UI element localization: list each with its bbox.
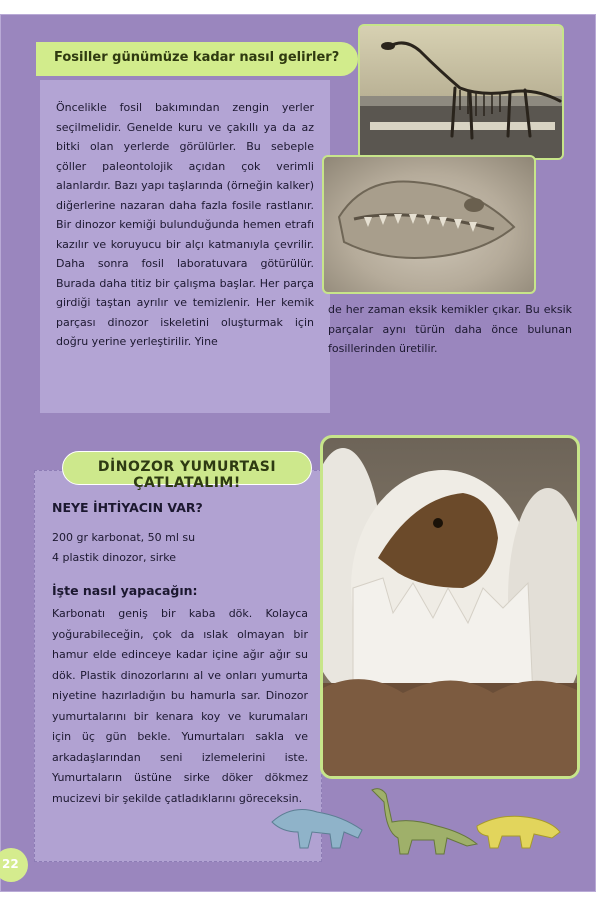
activity-header-banner: [62, 451, 312, 491]
fossil-paragraph-left: Öncelikle fosil bakımından zengin yerler seçilmelidir. Genelde kuru ve çakıllı ya da az bitki olan yerlerde görülürler. Bu sebeple çöller paleontolojik açıdan çok verimli alanlardır. Bazı yapı taşlarında (örneğin kalker) diğerlerine nazaran daha fazla fosile rastlanır. Bir dinozor kemiği bulunduğunda hemen etrafı kazılır ve koruyucu bir alçı katmanıyla çevrilir. Daha sonra fosil laboratuvara götürülür. Burada daha titiz bir çalışma başlar. Her parça girdiği taştan ayrılır ve temizlenir. Her kemik parçası dinozor iskeletini oluşturmak için doğru yerine yerleştirilir. Yine: [56, 101, 314, 348]
dinosaur-skeleton-photo: [358, 24, 564, 160]
toy-dinosaurs-illustration: [262, 782, 562, 858]
materials-line: 200 gr karbonat, 50 ml su: [52, 531, 196, 544]
instructions-text: Karbonatı geniş bir kaba dök. Kolayca yoğurabileceğin, çok da ıslak olmayan bir hamur elde edinceye kadar içine ağır ağır su dök. Plastik dinozorlarını al ve onları yumurta niyetine hazırladığın bu hamurla sar. Dinozor yumurtalarını bir kenara koy ve kurumaları için üç gün bekle. Yumurtaları sakla ve arkadaşlarından seni izlemelerini iste. Yumurtaların üstüne sirke döker dökmez mucizevi bir şekilde çatladıklarını göreceksin.: [52, 607, 308, 805]
fossil-paragraph-right: de her zaman eksik kemikler çıkar. Bu eksik parçalar aynı türün daha önce bulunan fosillerinden üretilir.: [328, 303, 572, 355]
fossil-skull-photo: [322, 155, 536, 294]
activity-header-text: DİNOZOR YUMURTASI ÇATLATALIM!: [97, 459, 277, 491]
materials-heading: NEYE İHTİYACIN VAR?: [52, 500, 203, 515]
section-title: Fosiller günümüze kadar nasıl gelirler?: [54, 50, 340, 65]
instructions-heading: İşte nasıl yapacağın:: [52, 583, 198, 598]
section-title-bar: [36, 42, 358, 76]
hatching-egg-photo: [320, 435, 580, 779]
materials-list: [52, 528, 302, 568]
page-number: 22: [2, 857, 19, 871]
materials-line: 4 plastik dinozor, sirke: [52, 551, 177, 564]
